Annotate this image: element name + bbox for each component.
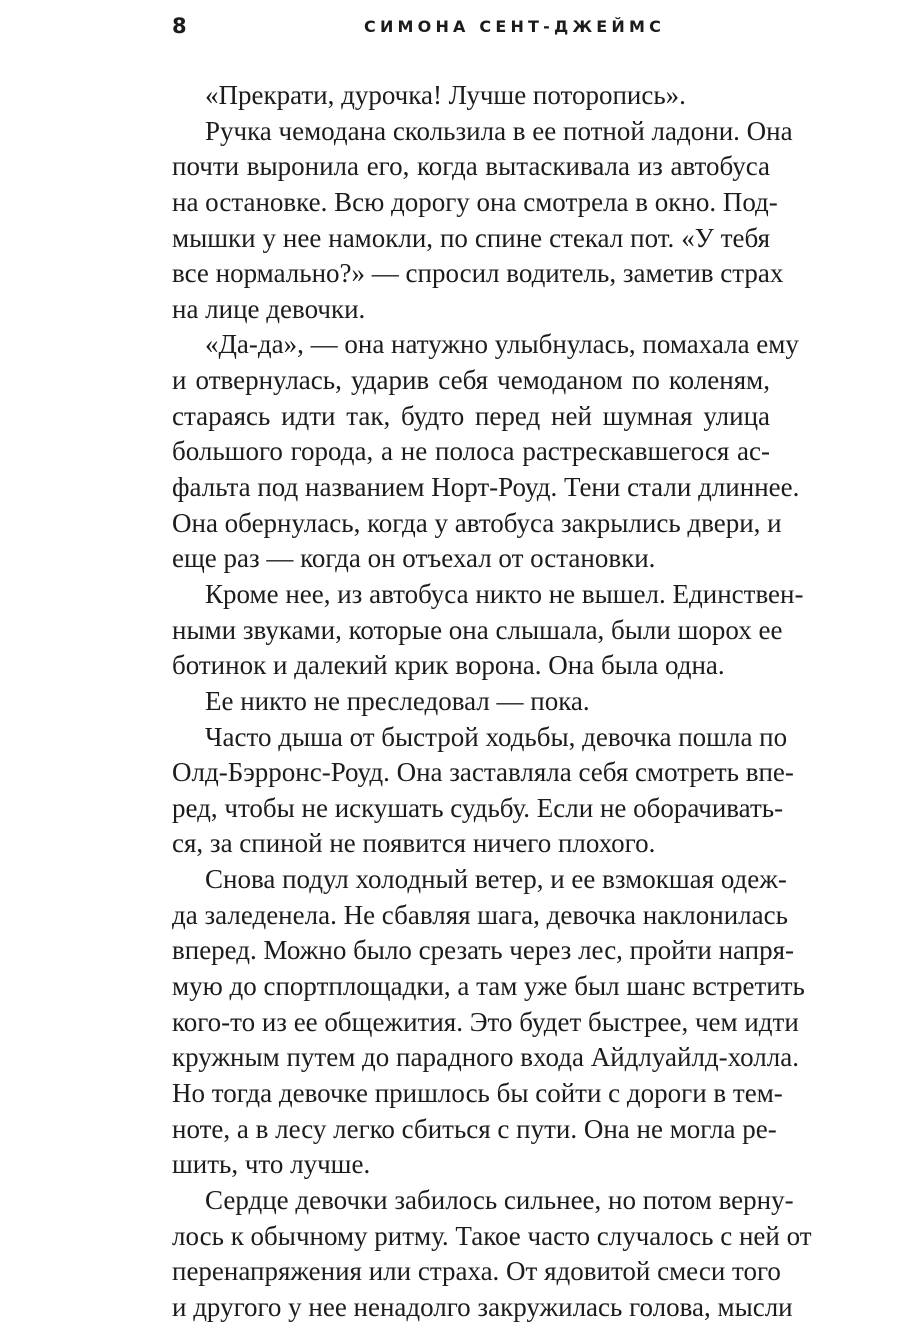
text-line: Кроме нее, из автобуса никто не вышел. Единствен- (205, 578, 804, 609)
text-line: «Прекрати, дурочка! Лучше поторопись». (205, 80, 686, 110)
text-line: «Да-да», — она натужно улыбнулась, помахала ему (205, 329, 799, 360)
text-line: ся, за спиной не появится ничего плохого. (172, 828, 656, 859)
text-line: на лице девочки. (172, 293, 366, 324)
running-header-author: СИМОНА СЕНТ-ДЖЕЙМС (364, 17, 666, 36)
text-line: ными звуками, которые она слышала, были шорох ее (172, 614, 783, 645)
text-line: большого города, а не полоса растрескавшегося ас- (172, 436, 770, 467)
text-line: еще раз — когда он отъехал от остановки. (172, 543, 656, 574)
text-line: Сердце девочки забилось сильнее, но потом верну- (205, 1184, 794, 1215)
text-line: кружным путем до парадного входа Айдлуайлд-холла. (172, 1042, 799, 1073)
text-line: Ее никто не преследовал — пока. (205, 685, 590, 716)
text-line: Ручка чемодана скользила в ее потной ладони. Она (205, 115, 793, 146)
page-number: 8 (172, 14, 188, 38)
text-line: Олд-Бэрронс-Роуд. Она заставляла себя смотреть впе- (172, 757, 794, 788)
text-line: ботинок и далекий крик ворона. Она была одна. (172, 650, 725, 681)
text-line: мую до спортплощадки, а там уже был шанс встретить (172, 971, 805, 1002)
text-line: стараясь идти так, будто перед ней шумная улица (172, 400, 770, 431)
text-line: Но тогда девочке пришлось бы сойти с дороги в тем- (172, 1077, 783, 1108)
text-line: вперед. Можно было срезать через лес, пройти напря- (172, 935, 795, 966)
text-line: почти выронила его, когда вытаскивала из автобуса (172, 151, 770, 182)
body-text (172, 78, 812, 1325)
text-line: ноте, а в лесу легко сбиться с пути. Она не могла ре- (172, 1113, 777, 1144)
text-line: перенапряжения или страха. От ядовитой смеси того (172, 1256, 781, 1287)
text-line: да заледенела. Не сбавляя шага, девочка наклонилась (172, 899, 788, 930)
text-line: шить, что лучше. (172, 1149, 371, 1180)
text-line: лось к обычному ритму. Такое часто случалось с ней от (172, 1220, 812, 1251)
text-line: кого-то из ее общежития. Это будет быстрее, чем идти (172, 1006, 799, 1037)
text-line: Она обернулась, когда у автобуса закрылись двери, и (172, 507, 782, 538)
text-line: и другого у нее ненадолго закружилась голова, мысли (172, 1291, 793, 1322)
text-line: и отвернулась, ударив себя чемоданом по коленям, (172, 365, 770, 396)
text-line: все нормально?» — спросил водитель, заметив страх (172, 258, 784, 289)
text-line: Снова подул холодный ветер, и ее взмокшая одеж- (205, 864, 787, 895)
text-line: на остановке. Всю дорогу она смотрела в окно. Под- (172, 186, 778, 217)
text-line: мышки у нее намокли, по спине стекал пот. «У тебя (172, 222, 770, 253)
text-line: Часто дыша от быстрой ходьбы, девочка пошла по (205, 721, 788, 752)
text-line: фальта под названием Норт-Роуд. Тени стали длиннее. (172, 472, 800, 503)
text-line: ред, чтобы не искушать судьбу. Если не оборачивать- (172, 792, 784, 823)
